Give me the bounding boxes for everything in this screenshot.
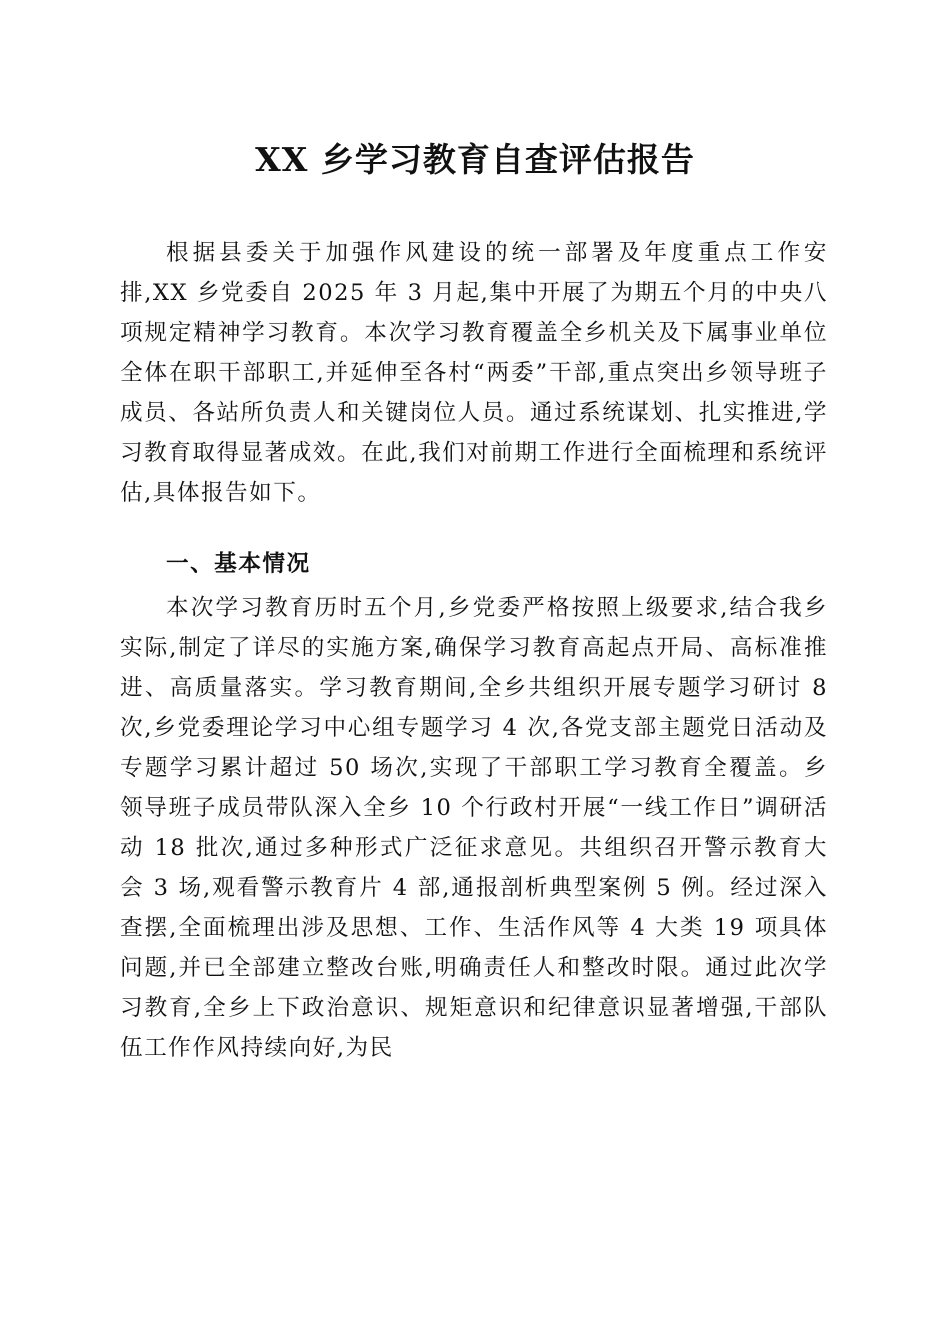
document-title: XX 乡学习教育自查评估报告 <box>255 140 695 179</box>
section-heading-basic-situation: 一、基本情况 <box>166 551 311 577</box>
intro-paragraph: 根据县委关于加强作风建设的统一部署及年度重点工作安排,XX 乡党委自 2025 年 3 月起,集中开展了为期五个月的中央八项规定精神学习教育。本次学习教育覆盖全乡机关及下属事业单位全体在职干部职工,并延伸至各村“两委”干部,重点突出乡领导班子成员、各站所负责人和关键岗位人员。通过系统谋划、扎实推进,学习教育取得显著成效。在此,我们对前期工作进行全面梳理和系统评估,具体报告如下。 <box>120 240 828 506</box>
basic-situation-paragraph: 本次学习教育历时五个月,乡党委严格按照上级要求,结合我乡实际,制定了详尽的实施方案,确保学习教育高起点开局、高标准推进、高质量落实。学习教育期间,全乡共组织开展专题学习研讨 8 次,乡党委理论学习中心组专题学习 4 次,各党支部主题党日活动及专题学习累计超过 50 场次,实现了干部职工学习教育全覆盖。乡领导班子成员带队深入全乡 10 个行政村开展“一线工作日”调研活动 18 批次,通过多种形式广泛征求意见。共组织召开警示教育大会 3 场,观看警示教育片 4 部,通报剖析典型案例 5 例。经过深入查摆,全面梳理出涉及思想、工作、生活作风等 4 大类 19 项具体问题,并已全部建立整改台账,明确责任人和整改时限。通过此次学习教育,全乡上下政治意识、规矩意识和纪律意识显著增强,干部队伍工作作风持续向好,为民 <box>120 595 828 1061</box>
